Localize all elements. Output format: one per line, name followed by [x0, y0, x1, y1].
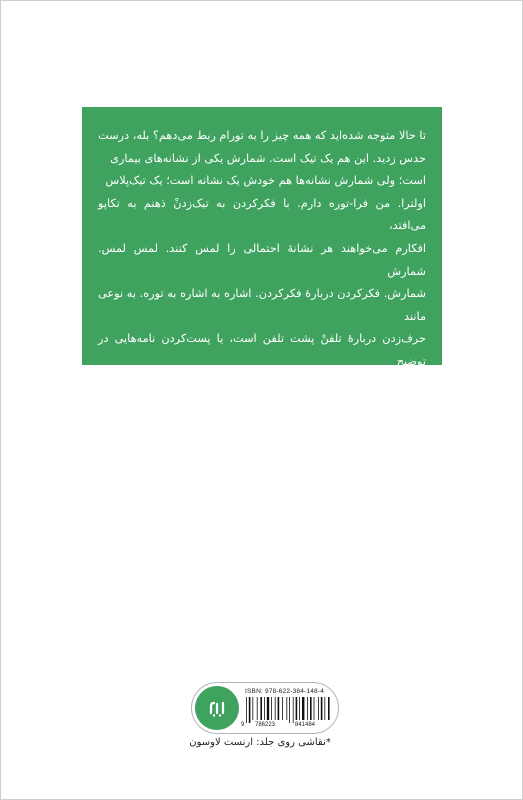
barcode-right-digits: 841484: [295, 722, 316, 728]
barcode-bar: [299, 697, 300, 720]
barcode-bar: [302, 697, 304, 720]
barcode-bar: [310, 697, 312, 720]
barcode-bar: [275, 697, 276, 720]
publisher-logo-icon: [195, 686, 239, 730]
blurb-line: حرف‌زدن دربارهٔ تلفنْ پشت تلفن است، یا پست‌کردن نامه‌هایی در توضیح: [98, 332, 426, 368]
isbn-barcode: [241, 688, 333, 730]
barcode-left-digits: 786223: [255, 722, 276, 728]
barcode-bar: [246, 697, 247, 723]
barcode-bar: [289, 697, 290, 723]
blurb-line: مکان صندوق‌پستی‌های مختلف. یا مانند کش دهنده‌ای که حکایت‌های: [112, 377, 426, 391]
barcode-bar: [278, 697, 280, 720]
barcode-bar: [252, 697, 253, 720]
barcode-bar: [257, 697, 258, 720]
isbn-text: ISBN: 978-622-384-148-4: [245, 688, 325, 695]
barcode-bar: [321, 697, 323, 720]
blurb-line: حدس زدید. این هم یک تیک است. شمارش یکی از نشانه‌های بیماری: [110, 151, 426, 165]
barcode-bar: [328, 697, 330, 720]
blurb-text: [98, 125, 426, 419]
barcode-bar: [260, 697, 262, 720]
barcode-bar: [293, 697, 294, 723]
barcode-bar: [307, 697, 308, 720]
barcode-bar: [249, 697, 251, 723]
cover-art-credit: *نقاشی روی جلد: ارنست لاوسون: [189, 737, 331, 748]
blurb-line: تا حالا متوجه شده‌اید که همه چیز را به تورام ربط می‌دهم؟ بله، درست: [98, 129, 426, 142]
blurb-panel: [82, 107, 442, 414]
blurb-line: است؛ ولی شمارش نشانه‌ها هم خودش یک نشانه است؛ یک تیک‌پلاس: [105, 174, 426, 188]
barcode-bar: [267, 697, 269, 720]
barcode-bar: [286, 697, 287, 720]
barcode-bar: [318, 697, 319, 720]
blurb-line: موردعلاقه‌اش همه دربارهٔ کش‌دادن باشد.: [233, 400, 426, 414]
barcode-bar: [296, 697, 298, 720]
blurb-line: شمارش. فکرکردن دربارهٔ فکرکردن. اشاره به اشاره به توره. به نوعی مانند: [98, 287, 426, 323]
barcode-lead-digit: 9: [241, 722, 245, 728]
barcode-bars: [245, 697, 333, 723]
barcode-bar: [271, 697, 272, 720]
barcode-bar: [314, 697, 315, 720]
barcode-bar: [282, 697, 283, 720]
blurb-line: افکارم می‌خواهند هر نشانهٔ احتمالی را لمس کنند. لمس لمس. شمارش: [98, 241, 426, 278]
barcode-bar: [264, 697, 265, 720]
barcode-bar: [324, 697, 325, 720]
blurb-line: اولترا. من فرا-توره دارم. با فکرکردن به تیک‌زدنْ ذهنم به تکاپو می‌افتد،: [98, 196, 426, 233]
